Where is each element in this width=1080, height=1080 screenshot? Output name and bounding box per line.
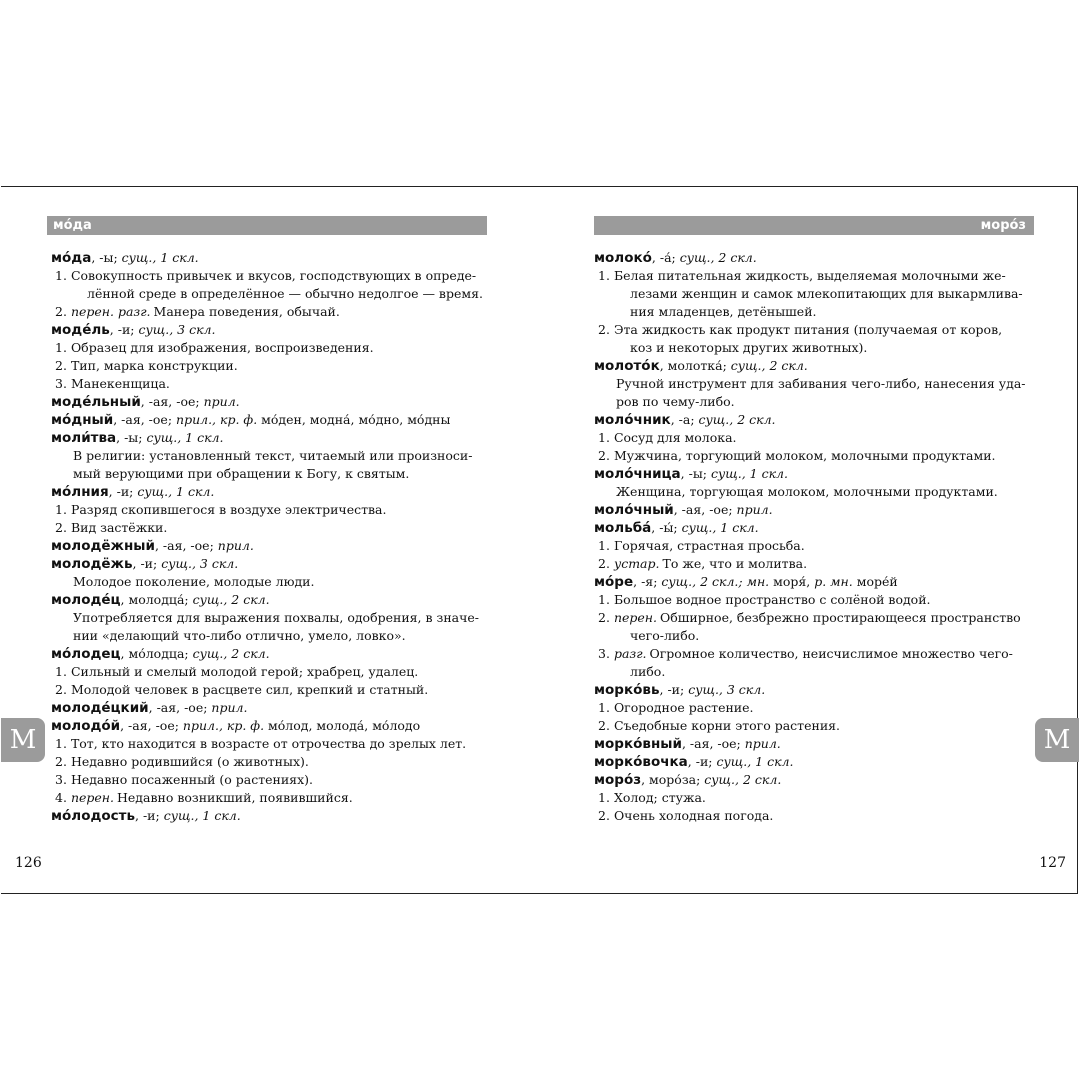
entry-header xyxy=(51,699,491,717)
sense-number: 4. xyxy=(55,790,67,805)
dictionary-entry xyxy=(594,411,1039,465)
dictionary-entry xyxy=(594,573,1039,681)
sense-text: Манера поведения, обычай. xyxy=(153,304,340,319)
sense-text: ния младенцев, детёнышей. xyxy=(630,304,817,319)
grammar-label: прил. xyxy=(217,538,254,553)
headword: молодёжный xyxy=(51,538,155,554)
grammar-forms: , -а́; xyxy=(651,250,680,265)
sense-number: 2. xyxy=(598,610,610,625)
sense-line xyxy=(51,501,491,519)
entry-header xyxy=(594,573,1039,591)
grammar-forms: , -ая, -ое; xyxy=(120,718,183,733)
sense-line xyxy=(594,537,1039,555)
definition-line xyxy=(51,627,491,645)
grammar-label: сущ., 1 скл. xyxy=(710,466,788,481)
sense-line xyxy=(594,267,1039,285)
sense-line xyxy=(594,429,1039,447)
headword: моло́чница xyxy=(594,466,681,482)
dictionary-entry xyxy=(51,645,491,699)
dictionary-entry xyxy=(51,321,491,393)
entry-header xyxy=(51,807,491,825)
sense-line xyxy=(51,267,491,285)
sense-text: Образец для изображения, воспроизведения. xyxy=(70,340,374,355)
sense-text: Манекенщица. xyxy=(70,376,170,391)
running-head-left: мо́да xyxy=(47,216,487,235)
sense-line xyxy=(51,753,491,771)
entry-header xyxy=(594,465,1039,483)
sense-number: 1. xyxy=(598,592,610,607)
grammar-forms: , -и; xyxy=(108,484,138,499)
sense-line xyxy=(51,789,491,807)
grammar-forms: , -и; xyxy=(659,682,689,697)
sense-line xyxy=(51,285,491,303)
definition-text: Молодое поколение, молодые люди. xyxy=(73,574,315,589)
sense-line xyxy=(594,663,1039,681)
grammar-label: сущ., 2 скл. xyxy=(192,646,270,661)
grammar-label: сущ., 2 скл. xyxy=(192,592,270,607)
dictionary-entry xyxy=(594,501,1039,519)
dictionary-entry xyxy=(51,537,491,555)
sense-line xyxy=(51,771,491,789)
headword: моли́тва xyxy=(51,430,117,446)
entry-header xyxy=(51,645,491,663)
grammar-label: сущ., 3 скл. xyxy=(688,682,766,697)
sense-line xyxy=(51,663,491,681)
headword: морко́вочка xyxy=(594,754,688,770)
headword: мо́лодец xyxy=(51,646,121,662)
sense-number: 1. xyxy=(55,664,67,679)
dictionary-entry xyxy=(594,735,1039,753)
thumb-index-tab-left: М xyxy=(1,718,45,762)
headword: мо́ре xyxy=(594,574,634,590)
sense-number: 1. xyxy=(598,430,610,445)
headword: мо́лодость xyxy=(51,808,136,824)
entry-header xyxy=(51,483,491,501)
sense-number: 2. xyxy=(598,718,610,733)
definition-line xyxy=(51,447,491,465)
headword: молоде́цкий xyxy=(51,700,149,716)
sense-line xyxy=(594,555,1039,573)
entry-header xyxy=(594,681,1039,699)
grammar-label: прил. xyxy=(744,736,781,751)
entry-header xyxy=(594,357,1039,375)
sense-text: Мужчина, торгующий молоком, молочными продуктами. xyxy=(613,448,996,463)
sense-number: 2. xyxy=(598,808,610,823)
headword: молоко́ xyxy=(594,250,652,266)
grammar-label: сущ., 1 скл. xyxy=(146,430,224,445)
sense-text: Совокупность привычек и вкусов, господствующих в опреде- xyxy=(70,268,477,283)
sense-line xyxy=(594,717,1039,735)
sense-line xyxy=(51,357,491,375)
page-number-right: 127 xyxy=(1039,855,1066,871)
grammar-forms: , -ая, -ое; xyxy=(113,412,177,427)
dictionary-entry xyxy=(594,771,1039,825)
running-head-right: моро́з xyxy=(594,216,1034,235)
definition-text: ров по чему-либо. xyxy=(616,394,735,409)
sense-text: чего-либо. xyxy=(630,628,700,643)
sense-text: Недавно возникший, появившийся. xyxy=(117,790,353,805)
dictionary-entry xyxy=(51,429,491,483)
dictionary-entry xyxy=(51,249,491,321)
grammar-label: прил. xyxy=(211,700,248,715)
dictionary-entry xyxy=(51,555,491,591)
dictionary-entry xyxy=(51,393,491,411)
sense-text: Недавно родившийся (о животных). xyxy=(70,754,309,769)
sense-line xyxy=(594,807,1039,825)
sense-number: 2. xyxy=(55,304,67,319)
sense-number: 3. xyxy=(55,772,67,787)
entry-header xyxy=(51,429,491,447)
sense-number: 2. xyxy=(598,322,610,337)
book-spread xyxy=(1,186,1078,894)
left-page xyxy=(1,187,540,893)
sense-number: 1. xyxy=(598,538,610,553)
sense-text: Тот, кто находится в возрасте от отрочества до зрелых лет. xyxy=(70,736,467,751)
dictionary-entry xyxy=(51,411,491,429)
definition-text: нии «делающий что-либо отлично, умело, ловко». xyxy=(73,628,406,643)
sense-number: 2. xyxy=(55,754,67,769)
sense-text: либо. xyxy=(630,664,666,679)
sense-number: 2. xyxy=(55,358,67,373)
dictionary-entry xyxy=(594,753,1039,771)
sense-text: Сильный и смелый молодой герой; храбрец, удалец. xyxy=(70,664,419,679)
grammar-label: прил., кр. ф. xyxy=(176,412,258,427)
grammar-label: сущ., 3 скл. xyxy=(138,322,216,337)
right-column xyxy=(594,249,1039,825)
headword: молодо́й xyxy=(51,718,121,734)
short-forms: мо́лод, молода́, мо́лодо xyxy=(264,718,421,733)
grammar-forms: , -и; xyxy=(135,808,164,823)
sense-text: Горячая, страстная просьба. xyxy=(613,538,805,553)
sense-number: 1. xyxy=(55,736,67,751)
entry-header xyxy=(594,519,1039,537)
sense-line xyxy=(594,627,1039,645)
headword: моло́чный xyxy=(594,502,674,518)
grammar-forms: , молодца́; xyxy=(120,592,193,607)
entry-header xyxy=(51,411,491,429)
grammar-label: сущ., 2 скл. xyxy=(730,358,808,373)
headword: мольба́ xyxy=(594,520,652,536)
grammar-forms: , -а; xyxy=(670,412,699,427)
entry-header xyxy=(594,411,1039,429)
entry-header xyxy=(594,735,1039,753)
sense-line xyxy=(594,789,1039,807)
sense-line xyxy=(594,609,1039,627)
dictionary-entry xyxy=(594,249,1039,357)
sense-text: Эта жидкость как продукт питания (получаемая от коров, xyxy=(613,322,1003,337)
usage-label: перен. xyxy=(613,610,657,625)
sense-text: Вид застёжки. xyxy=(70,520,168,535)
grammar-forms: , -ы́; xyxy=(651,520,682,535)
sense-number: 3. xyxy=(55,376,67,391)
entry-header xyxy=(594,249,1039,267)
grammar-label: прил., кр. ф. xyxy=(182,718,265,733)
sense-text: Белая питательная жидкость, выделяемая молочными же- xyxy=(613,268,1006,283)
usage-label: разг. xyxy=(613,646,647,661)
entry-header xyxy=(51,555,491,573)
definition-line xyxy=(51,573,491,591)
grammar-forms: , мо́лодца; xyxy=(120,646,193,661)
definition-line xyxy=(51,465,491,483)
grammar-forms: , -я; xyxy=(633,574,662,589)
short-forms: моря́, xyxy=(769,574,815,589)
dictionary-entry xyxy=(51,591,491,645)
grammar-forms: , -ая, -ое; xyxy=(681,736,745,751)
dictionary-entry xyxy=(594,519,1039,573)
definition-line xyxy=(594,393,1039,411)
grammar-label: сущ., 2 скл. xyxy=(698,412,776,427)
sense-text: Огородное растение. xyxy=(613,700,754,715)
thumb-index-tab-right: М xyxy=(1035,718,1079,762)
sense-line xyxy=(594,321,1039,339)
grammar-label: сущ., 1 скл. xyxy=(681,520,759,535)
sense-text: лённой среде в определённое — обычно недолгое — время. xyxy=(87,286,483,301)
sense-line xyxy=(594,285,1039,303)
sense-text: Обширное, безбрежно простирающееся пространство xyxy=(660,610,1021,625)
usage-label: устар. xyxy=(613,556,660,571)
definition-line xyxy=(594,483,1039,501)
sense-text: Съедобные корни этого растения. xyxy=(613,718,841,733)
dictionary-entry xyxy=(594,357,1039,411)
dictionary-entry xyxy=(51,717,491,807)
entry-header xyxy=(51,591,491,609)
sense-number: 3. xyxy=(598,646,610,661)
definition-text: Женщина, торгующая молоком, молочными продуктами. xyxy=(616,484,998,499)
grammar-forms: , -ая, -ое; xyxy=(140,394,204,409)
grammar-label: сущ., 1 скл. xyxy=(121,250,199,265)
grammar-forms: , -ы; xyxy=(91,250,122,265)
entry-header xyxy=(594,771,1039,789)
sense-text: лезами женщин и самок млекопитающих для выкармлива- xyxy=(630,286,1023,301)
sense-line xyxy=(51,339,491,357)
sense-line xyxy=(594,339,1039,357)
definition-text: Ручной инструмент для забивания чего-либо, нанесения уда- xyxy=(616,376,1026,391)
entry-header xyxy=(51,249,491,267)
headword: моде́льный xyxy=(51,394,141,410)
grammar-label: сущ., 1 скл. xyxy=(716,754,794,769)
usage-label: перен. xyxy=(70,790,114,805)
left-column xyxy=(51,249,491,825)
right-page xyxy=(540,187,1078,893)
headword: мо́да xyxy=(51,250,92,266)
sense-text: Недавно посаженный (о растениях). xyxy=(70,772,313,787)
grammar-forms: , -и; xyxy=(109,322,139,337)
grammar-forms: , молотка́; xyxy=(659,358,731,373)
grammar-label: сущ., 1 скл. xyxy=(163,808,241,823)
grammar-forms: , -ы; xyxy=(116,430,147,445)
sense-line xyxy=(594,303,1039,321)
dictionary-entry xyxy=(51,807,491,825)
sense-number: 1. xyxy=(598,790,610,805)
headword: молодёжь xyxy=(51,556,133,572)
sense-line xyxy=(51,735,491,753)
entry-header xyxy=(51,717,491,735)
headword: моде́ль xyxy=(51,322,110,338)
plural-forms: море́й xyxy=(852,574,898,589)
sense-number: 1. xyxy=(55,502,67,517)
grammar-label: сущ., 2 скл. xyxy=(704,772,782,787)
grammar-forms: , -ы; xyxy=(680,466,711,481)
grammar-forms: , -ая, -ое; xyxy=(673,502,737,517)
sense-number: 1. xyxy=(598,268,610,283)
sense-line xyxy=(51,303,491,321)
dictionary-entry xyxy=(51,699,491,717)
sense-text: Молодой человек в расцвете сил, крепкий и статный. xyxy=(70,682,429,697)
short-forms: мо́ден, модна́, мо́дно, мо́дны xyxy=(257,412,451,427)
sense-line xyxy=(51,375,491,393)
entry-header xyxy=(51,393,491,411)
grammar-label: сущ., 1 скл. xyxy=(137,484,215,499)
usage-label: перен. разг. xyxy=(70,304,151,319)
grammar-forms: , -ая, -ое; xyxy=(154,538,218,553)
sense-text: коз и некоторых других животных). xyxy=(630,340,868,355)
definition-text: мый верующими при обращении к Богу, к святым. xyxy=(73,466,410,481)
sense-number: 2. xyxy=(598,448,610,463)
grammar-forms: , моро́за; xyxy=(641,772,705,787)
definition-line xyxy=(594,375,1039,393)
headword: моро́з xyxy=(594,772,642,788)
sense-number: 1. xyxy=(55,268,67,283)
sense-text: Холод; стужа. xyxy=(613,790,706,805)
sense-number: 2. xyxy=(598,556,610,571)
entry-header xyxy=(51,537,491,555)
sense-line xyxy=(594,591,1039,609)
sense-line xyxy=(594,699,1039,717)
dictionary-entry xyxy=(594,681,1039,735)
definition-text: Употребляется для выражения похвалы, одобрения, в значе- xyxy=(73,610,479,625)
grammar-forms: , -ая, -ое; xyxy=(148,700,212,715)
dictionary-entry xyxy=(594,465,1039,501)
dictionary-entry xyxy=(51,483,491,537)
sense-number: 1. xyxy=(598,700,610,715)
headword: молоде́ц xyxy=(51,592,121,608)
headword: морко́вь xyxy=(594,682,660,698)
sense-line xyxy=(51,681,491,699)
grammar-label: сущ., 3 скл. xyxy=(161,556,239,571)
sense-number: 1. xyxy=(55,340,67,355)
sense-text: Тип, марка конструкции. xyxy=(70,358,238,373)
grammar-label: сущ., 2 скл. xyxy=(679,250,757,265)
headword: морко́вный xyxy=(594,736,682,752)
definition-text: В религии: установленный текст, читаемый или произноси- xyxy=(73,448,473,463)
sense-text: Огромное количество, неисчислимое множество чего- xyxy=(649,646,1013,661)
headword: мо́лния xyxy=(51,484,109,500)
grammar-label: прил. xyxy=(203,394,240,409)
sense-text: Разряд скопившегося в воздухе электричества. xyxy=(70,502,387,517)
sense-line xyxy=(594,447,1039,465)
headword: мо́дный xyxy=(51,412,114,428)
sense-text: Сосуд для молока. xyxy=(613,430,737,445)
sense-line xyxy=(51,519,491,537)
headword: моло́чник xyxy=(594,412,671,428)
sense-text: Большое водное пространство с солёной водой. xyxy=(613,592,931,607)
grammar-label-2: р. мн. xyxy=(814,574,853,589)
grammar-label: сущ., 2 скл.; мн. xyxy=(661,574,770,589)
sense-number: 2. xyxy=(55,520,67,535)
headword: молото́к xyxy=(594,358,660,374)
entry-header xyxy=(594,501,1039,519)
page-number-left: 126 xyxy=(15,855,42,871)
sense-text: Очень холодная погода. xyxy=(613,808,774,823)
entry-header xyxy=(594,753,1039,771)
sense-number: 2. xyxy=(55,682,67,697)
sense-text: То же, что и молитва. xyxy=(662,556,808,571)
grammar-forms: , -и; xyxy=(132,556,162,571)
sense-line xyxy=(594,645,1039,663)
definition-line xyxy=(51,609,491,627)
grammar-forms: , -и; xyxy=(687,754,717,769)
grammar-label: прил. xyxy=(736,502,773,517)
entry-header xyxy=(51,321,491,339)
